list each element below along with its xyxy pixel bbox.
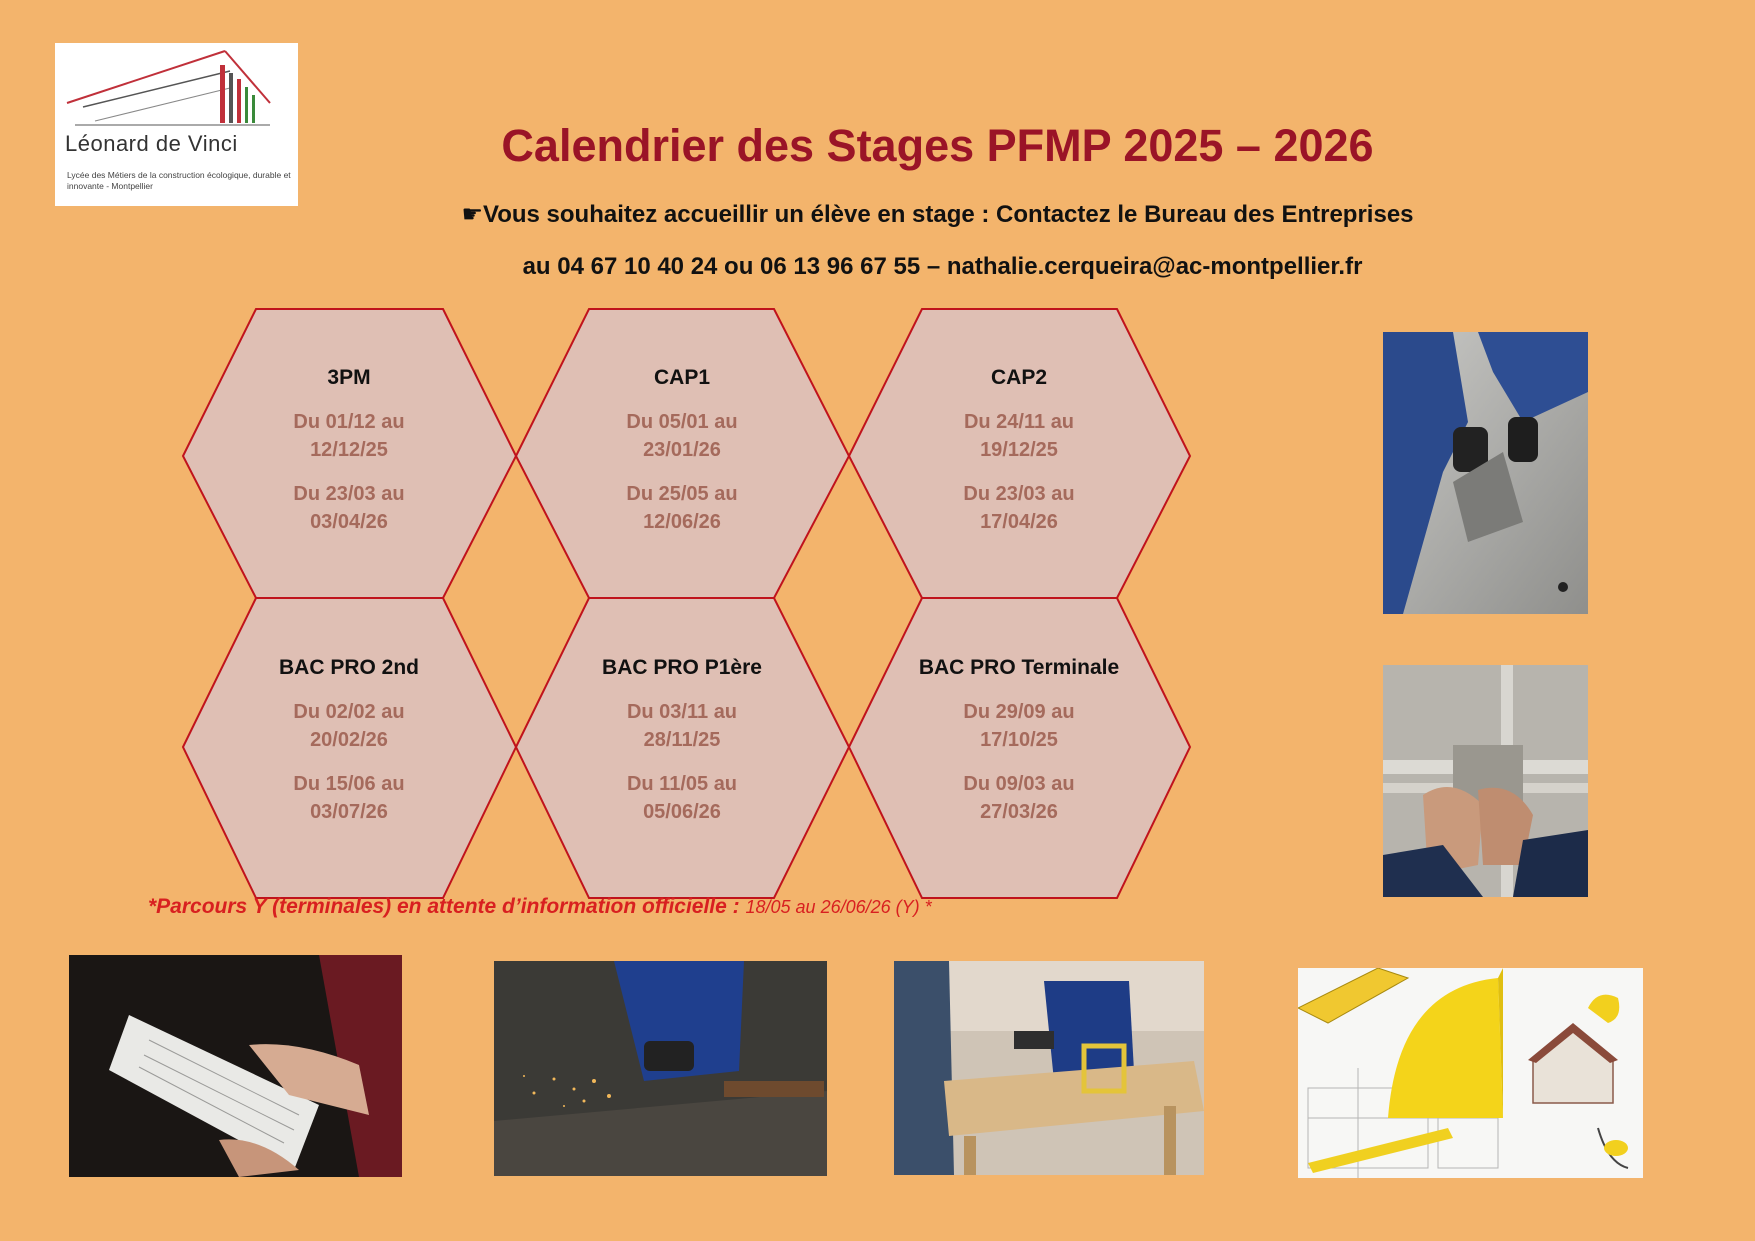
program-card [219, 366, 479, 552]
program-name: BAC PRO P1ère [602, 656, 762, 679]
program-period-1: Du 29/09 au 17/10/25 [963, 701, 1075, 751]
program-name: CAP2 [990, 366, 1048, 389]
program-name: CAP1 [653, 366, 711, 389]
logo-subtitle: Lycée des Métiers de la construction écologique, durable et innovante - Montpellier [67, 170, 291, 191]
phone-email-line: au 04 67 10 40 24 ou 06 13 96 67 55 – nathalie.cerqueira@ac-montpellier.fr [522, 253, 1363, 280]
program-card [889, 366, 1149, 552]
program-name: BAC PRO 2nd [278, 656, 419, 679]
program-name: BAC PRO Terminale [918, 656, 1120, 679]
program-period-2: Du 09/03 au 27/03/26 [963, 773, 1075, 823]
program-period-2: Du 25/05 au 12/06/26 [626, 483, 738, 533]
program-period-2: Du 23/03 au 17/04/26 [963, 483, 1075, 533]
program-period-1: Du 02/02 au 20/02/26 [293, 701, 405, 751]
note-range: 18/05 au 26/06/26 (Y) * [745, 897, 932, 917]
photo-blueprint-reading [69, 955, 402, 1177]
program-period-2: Du 15/06 au 03/07/26 [293, 773, 405, 823]
photo-concrete-work [1383, 332, 1588, 614]
logo-name: Léonard de Vinci [65, 131, 238, 156]
photo-metal-grinding [494, 961, 827, 1176]
page-title: Calendrier des Stages PFMP 2025 – 2026 [501, 120, 1374, 171]
program-card [552, 656, 812, 842]
note-main: *Parcours Y (terminales) en attente d’information officielle : [148, 895, 746, 918]
photo-electrical-work [1383, 665, 1588, 897]
program-period-1: Du 05/01 au 23/01/26 [626, 411, 738, 461]
program-period-2: Du 11/05 au 05/06/26 [626, 773, 738, 823]
photo-woodworking [894, 961, 1204, 1175]
program-period-2: Du 23/03 au 03/04/26 [293, 483, 405, 533]
program-period-1: Du 24/11 au 19/12/25 [963, 411, 1075, 461]
program-name: 3PM [327, 366, 371, 389]
program-period-1: Du 03/11 au 28/11/25 [626, 701, 738, 751]
program-card [889, 656, 1149, 842]
program-card [552, 366, 812, 552]
program-card [219, 656, 479, 842]
parcours-y-note [148, 895, 932, 919]
program-period-1: Du 01/12 au 12/12/25 [293, 411, 405, 461]
photo-helmet-plans [1298, 968, 1643, 1178]
contact-line: ☛Vous souhaitez accueillir un élève en stage : Contactez le Bureau des Entreprises [461, 201, 1414, 228]
